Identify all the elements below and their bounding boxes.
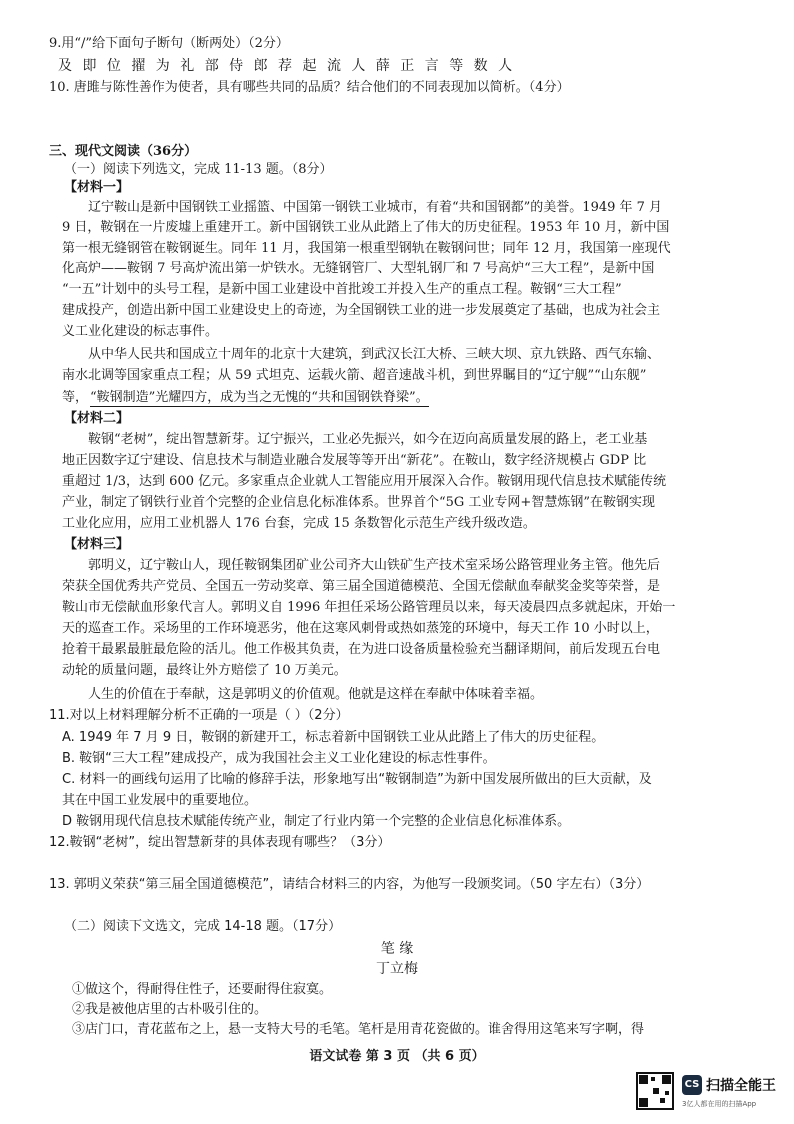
material-2-line: 重超过 1/3，达到 600 亿元。多家重点企业就人工智能应用开展深入合作。鞍钢用现代信息技术赋能传统 (62, 474, 667, 489)
qr-code-icon (636, 1072, 674, 1110)
material-3-line: 人生的价值在于奉献，这是郭明义的价值观。他就是这样在奉献中体味着幸福。 (88, 687, 544, 702)
material-2-line: 工业化应用，应用工业机器人 176 台套，完成 15 条数智化示范生产线升级改造。 (62, 516, 536, 531)
material-1-line: 第一根无缝钢管在鞍钢诞生。同年 11 月，我国第一根重型钢轨在鞍钢问世；同年 12 月，我国第一座现代 (62, 241, 671, 256)
material-3-label: 【材料三】 (64, 537, 130, 552)
camscanner-tagline: 3亿人都在用的扫描App (682, 1100, 757, 1108)
material-1-label: 【材料一】 (64, 180, 130, 195)
material-3-line: 抢着干最累最脏最危险的活儿。他工作极其负责，在为进口设备质量检验充当翻译期间，前后发现五台电 (62, 642, 661, 657)
question-11-prompt: 11.对以上材料理解分析不正确的一项是（ ）（2分） (49, 708, 349, 723)
question-11-option-d: D 鞍钢用现代信息技术赋能传统产业，制定了行业内第一个完整的企业信息化标准体系。 (62, 814, 571, 829)
essay-paragraph: ①做这个，得耐得住性子，还要耐得住寂寞。 (72, 982, 333, 997)
material-3-line: 鞍山市无偿献血形象代言人。郭明义自 1996 年担任采场公路管理员以来，每天凌晨四点多就起床，开始一 (62, 600, 676, 615)
part-2-intro: （二）阅读下文选文，完成 14-18 题。（17分） (64, 919, 342, 934)
material-2-line: 鞍钢“老树”，绽出智慧新芽。辽宁振兴，工业必先振兴，如今在迈向高质量发展的路上，老工业基 (88, 432, 648, 447)
material-2-line: 产业，制定了钢铁行业首个完整的企业信息化标准体系。世界首个“5G 工业专网+智慧炼钢”在鞍钢实现 (62, 495, 655, 510)
material-3-line: 荣获全国优秀共产党员、全国五一劳动奖章、第三届全国道德模范、全国无偿献血奉献奖金奖等荣誉，是 (62, 579, 661, 594)
material-3-line: 天的巡查工作。采场里的工作环境恶劣，他在这寒风刺骨或热如蒸笼的环境中，每天工作 10 小时以上， (62, 621, 659, 636)
question-12: 12.鞍钢“老树”，绽出智慧新芽的具体表现有哪些？（3分） (49, 835, 391, 850)
material-1-line: 建成投产，创造出新中国工业建设史上的奇迹，为全国钢铁工业的进一步发展奠定了基础，也成为社会主 (62, 303, 661, 318)
question-9-prompt: 9.用“/”给下面句子断句（断两处）（2分） (49, 36, 289, 51)
material-3-line: 郭明义，辽宁鞍山人，现任鞍钢集团矿业公司齐大山铁矿生产技术室采场公路管理业务主管。他先后 (88, 558, 661, 573)
camscanner-logo-icon: CS (682, 1075, 702, 1095)
question-11-option-c: C. 材料一的画线句运用了比喻的修辞手法，形象地写出“鞍钢制造”为新中国发展所做出的巨大贡献，及 (62, 772, 652, 787)
material-1-underlined-sentence: “鞍钢制造”光耀四方，成为当之无愧的“共和国钢铁脊梁”。 (90, 390, 429, 405)
material-1-line: 从中华人民共和国成立十周年的北京十大建筑，到武汉长江大桥、三峡大坝、京九铁路、西气东输、 (88, 347, 661, 362)
material-2-line: 地正因数字辽宁建设、信息技术与制造业融合发展等等开出“新花”。在鞍山，数字经济规模占 GDP 比 (62, 453, 647, 468)
material-1-line: 化高炉——鞍钢 7 号高炉流出第一炉铁水。无缝钢管厂、大型轧钢厂和 7 号高炉“三大工程”，是新中国 (62, 261, 655, 276)
essay-title: 笔 缘 (380, 941, 414, 957)
material-2-label: 【材料二】 (64, 411, 130, 426)
question-13: 13. 郭明义荣获“第三届全国道德模范”，请结合材料三的内容，为他写一段颁奖词。（50 字左右）（3分） (49, 877, 650, 892)
material-1-line: “一五”计划中的头号工程，是新中国工业建设中首批竣工并投入生产的重点工程。鞍钢“三大工程” (62, 282, 622, 297)
material-1-line: 9 日，鞍钢在一片废墟上重建开工。新中国钢铁工业从此踏上了伟大的历史征程。1953 年 10 月，新中国 (62, 220, 670, 235)
question-9-sentence: 及 即 位 擢 为 礼 部 侍 郎 荐 起 流 人 薛 正 言 等 数 人 (58, 58, 516, 74)
essay-paragraph: ③店门口，青花蓝布之上，悬一支特大号的毛笔。笔杆是用青花瓷做的。谁舍得用这笔来写字啊，得 (72, 1022, 645, 1037)
question-11-option-a: A. 1949 年 7 月 9 日，鞍钢的新建开工，标志着新中国钢铁工业从此踏上了伟大的历史征程。 (62, 730, 605, 745)
essay-paragraph: ②我是被他店里的古朴吸引住的。 (72, 1002, 268, 1017)
question-10: 10. 唐雎与陈性善作为使者，具有哪些共同的品质？结合他们的不同表现加以简析。（4分） (49, 80, 570, 95)
page-footer: 语文试卷 第 3 页 （共 6 页） (309, 1049, 485, 1064)
material-1-line: 南水北调等国家重点工程；从 59 式坦克、运载火箭、超音速战斗机，到世界瞩目的“辽宁舰”“山东舰” (62, 368, 647, 383)
material-3-line: 动轮的质量问题，最终让外方赔偿了 10 万美元。 (62, 663, 347, 678)
material-1-line: 等， (62, 390, 89, 405)
section-3-title: 三、现代文阅读（36分） (49, 144, 198, 159)
part-1-intro: （一）阅读下列选文，完成 11-13 题。（8分） (64, 162, 333, 177)
essay-author: 丁立梅 (376, 961, 418, 977)
question-11-option-c-cont: 其在中国工业发展中的重要地位。 (62, 793, 258, 808)
material-1-line: 辽宁鞍山是新中国钢铁工业摇篮、中国第一钢铁工业城市，有着“共和国钢都”的美誉。1949 年 7 月 (88, 200, 663, 215)
camscanner-name: 扫描全能王 (706, 1078, 776, 1094)
material-1-line: 义工业化建设的标志事件。 (62, 324, 219, 339)
question-11-option-b: B. 鞍钢“三大工程”建成投产，成为我国社会主义工业化建设的标志性事件。 (62, 751, 496, 766)
